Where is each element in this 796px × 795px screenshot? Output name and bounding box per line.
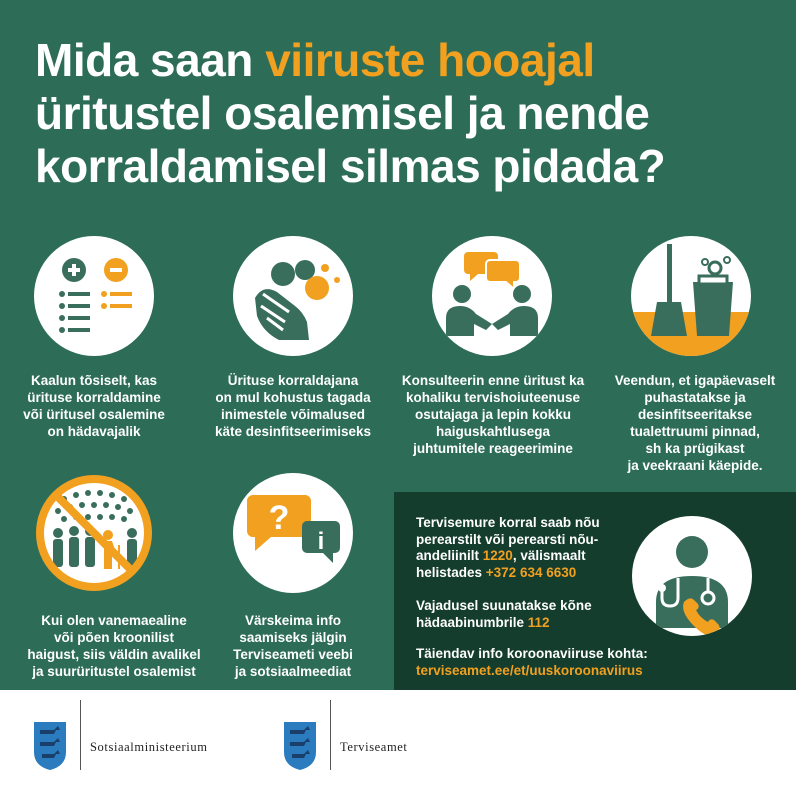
info-question-icon [233, 473, 353, 593]
org-terviseamet: Terviseamet [340, 740, 408, 754]
checklist-icon [34, 236, 154, 356]
caption-2: Ürituse korraldajana on mul kohustus tagada inimestele võimalused käte desinfitseerimiseks [214, 373, 372, 439]
cleaning-icon [631, 236, 751, 356]
coat-of-arms-icon [32, 720, 68, 772]
no-crowd-icon [34, 473, 154, 593]
info-link[interactable]: terviseamet.ee/et/uuskoroonaviirus [416, 662, 643, 678]
coat-of-arms-icon [282, 720, 318, 772]
handshake-consult-icon [432, 236, 552, 356]
caption-6: Värskeima info saamiseks jälgin Terviseameti veebi ja sotsiaalmeediat [233, 613, 353, 679]
caption-3: Konsulteerin enne üritust ka kohaliku tervishoiuteenuse osutajaga ja lepin kokku haiguskahtlusega juhtumitele reageerimine [401, 373, 585, 456]
page-title: Mida saan viiruste hooajal üritustel osalemisel ja nende korraldamisel silmas pidada? [35, 34, 666, 192]
emergency-paragraph: Vajadusel suunatakse kõne hädaabinumbrile 112 [416, 598, 592, 630]
phone-1220: 1220 [482, 548, 513, 563]
footer-divider-1 [80, 700, 81, 770]
svg-text:i: i [317, 528, 325, 555]
title-highlight: viiruste hooajal [265, 34, 595, 86]
phone-112: 112 [527, 614, 550, 630]
svg-text:?: ? [268, 499, 290, 537]
footer-divider-2 [330, 700, 331, 770]
footer [0, 690, 796, 795]
doctor-phone-icon [632, 516, 752, 636]
contact-paragraph: Tervisemure korral saab nõu perearstilt või perearsti nõu- andeliinilt 1220, välismaalt helistades +372 634 6630 [416, 515, 600, 580]
more-info-paragraph: Täiendav info koroonaviiruse kohta: terviseamet.ee/et/uuskoroonaviirus [416, 646, 648, 678]
phone-abroad: +372 634 6630 [485, 564, 577, 580]
org-sotsiaalministeerium: Sotsiaalministeerium [90, 740, 208, 754]
caption-4: Veendun, et igapäevaselt puhastatakse ja desinfitseeritakse tualettruumi pinnad, sh ka prügikast ja veekraani käepide. [614, 373, 776, 473]
caption-5: Kui olen vanemaealine või põen kroonilist haigust, siis väldin avalikel ja suurüritustel osalemist [27, 613, 201, 679]
hand-washing-icon [233, 236, 353, 356]
caption-1: Kaalun tõsiselt, kas ürituse korraldamine või üritusel osalemine on hädavajalik [23, 373, 165, 439]
